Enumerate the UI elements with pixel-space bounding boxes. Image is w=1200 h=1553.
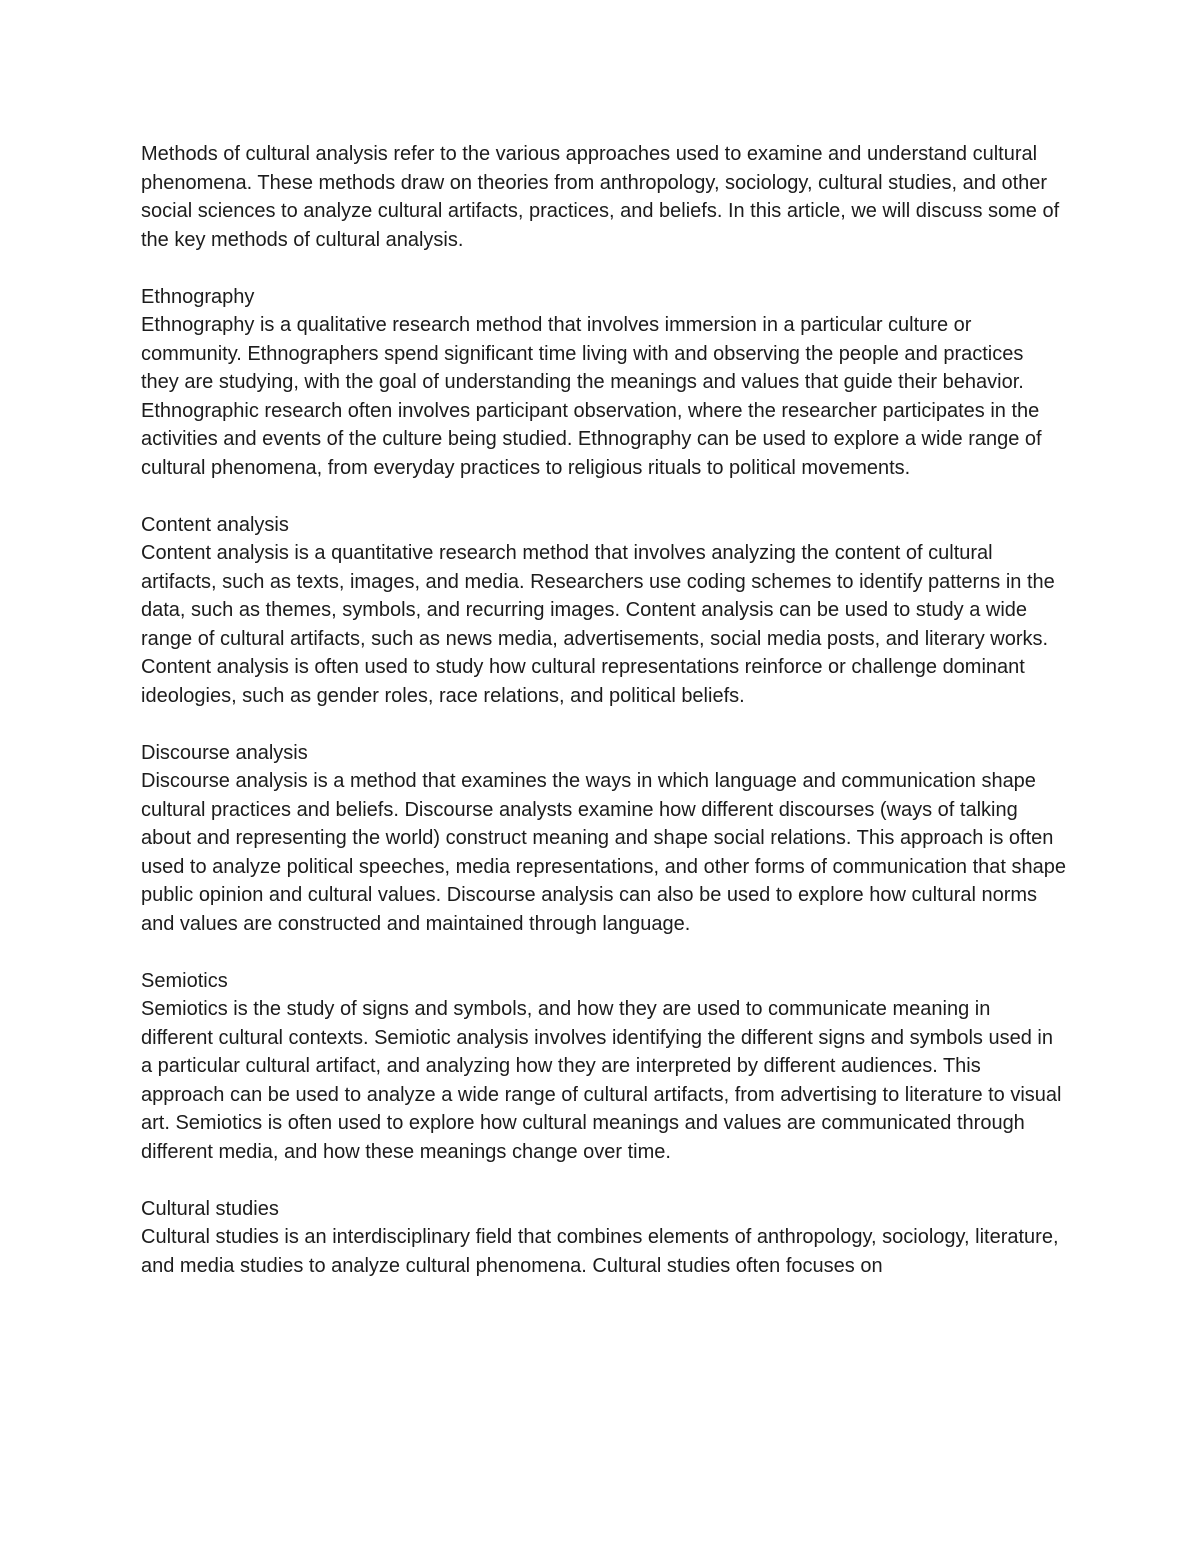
section-content-analysis <box>141 511 1066 711</box>
section-body: Ethnography is a qualitative research method that involves immersion in a particular culture or community. Ethnographers spend significant time living with and observing the people and practices they are studying, with the goal of understanding the meanings and values that guide their behavior. Ethnographic research often involves participant observation, where the researcher participates in the activities and events of the culture being studied. Ethnography can be used to explore a wide range of cultural phenomena, from everyday practices to religious rituals to political movements. <box>141 314 1042 479</box>
section-heading: Semiotics <box>141 969 228 992</box>
section-discourse-analysis <box>141 739 1066 939</box>
section-body: Semiotics is the study of signs and symbols, and how they are used to communicate meaning in different cultural contexts. Semiotic analysis involves identifying the different signs and symbols used in a particular cultural artifact, and analyzing how they are interpreted by different audiences. This approach can be used to analyze a wide range of cultural artifacts, from advertising to literature to visual art. Semiotics is often used to explore how cultural meanings and values are communicated through different media, and how these meanings change over time. <box>141 998 1062 1163</box>
section-heading: Ethnography <box>141 285 255 308</box>
document-page <box>141 140 1066 1309</box>
section-body: Content analysis is a quantitative research method that involves analyzing the content of cultural artifacts, such as texts, images, and media. Researchers use coding schemes to identify patterns in the data, such as themes, symbols, and recurring images. Content analysis can be used to study a wide range of cultural artifacts, such as news media, advertisements, social media posts, and literary works. Content analysis is often used to study how cultural representations reinforce or challenge dominant ideologies, such as gender roles, race relations, and political beliefs. <box>141 542 1055 707</box>
section-heading: Content analysis <box>141 513 289 536</box>
section-semiotics <box>141 967 1066 1167</box>
section-ethnography <box>141 283 1066 483</box>
section-heading: Discourse analysis <box>141 741 308 764</box>
section-heading: Cultural studies <box>141 1197 279 1220</box>
intro-paragraph: Methods of cultural analysis refer to the various approaches used to examine and understand cultural phenomena. These methods draw on theories from anthropology, sociology, cultural studies, and other social sciences to analyze cultural artifacts, practices, and beliefs. In this article, we will discuss some of the key methods of cultural analysis. <box>141 143 1060 251</box>
section-body: Cultural studies is an interdisciplinary field that combines elements of anthropology, sociology, literature, and media studies to analyze cultural phenomena. Cultural studies often focuses on <box>141 1226 1059 1277</box>
section-body: Discourse analysis is a method that examines the ways in which language and communication shape cultural practices and beliefs. Discourse analysts examine how different discourses (ways of talking about and representing the world) construct meaning and shape social relations. This approach is often used to analyze political speeches, media representations, and other forms of communication that shape public opinion and cultural values. Discourse analysis can also be used to explore how cultural norms and values are constructed and maintained through language. <box>141 770 1066 935</box>
section-cultural-studies <box>141 1195 1066 1281</box>
